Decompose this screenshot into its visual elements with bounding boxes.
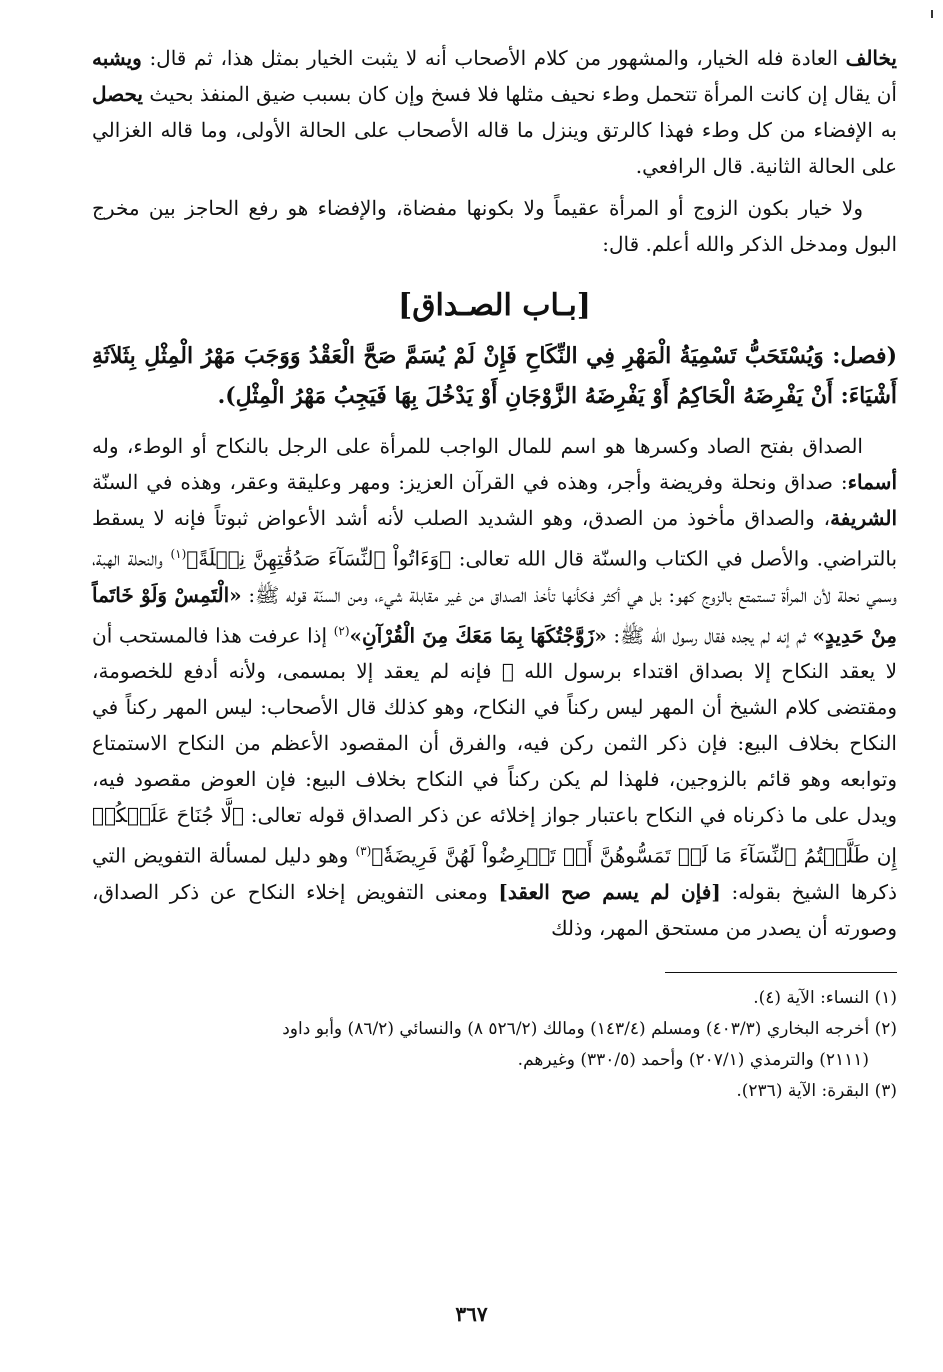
footnote-3: (٣) البقرة: الآية (٢٣٦). [736, 1080, 897, 1101]
footnote-2-line: (٢) أخرجه البخاري (٤٠٣/٣) ومسلم (١٤٣/٤) ومالك (٥٢٦/٢ ٨) والنسائي (٨٦/٢) وأبو داود [282, 1018, 897, 1039]
text-run: ، والصداق مأخوذ من الصدق، وهو الشديد الصلب لأنه أشد الأعواض ثبوتاً فإنه لا يسقط بالتراضي. والأصل في الكتاب والسنّة قال الله تعالى: [92, 506, 898, 571]
text-run: الصداق بفتح الصاد وكسرها هو اسم للمال الواجب للمرأة على الرجل بالنكاح أو الوطء، وله [92, 434, 863, 458]
bold-word: الشريفة [830, 506, 897, 530]
quran-quote: ﴿وَءَاتُواْ ٱلنِّسَآءَ صَدُقَٰتِهِنَّ نِحۡلَةً﴾ [186, 546, 452, 571]
text-run: العادة فله الخيار، والمشهور من كلام الأصحاب أنه لا يثبت الخيار بمثل هذا، ثم قال: [141, 46, 846, 70]
quran-quote: ﴿لَّا جُنَاحَ عَلَيۡكُمۡ إِن طَلَّقۡتُمُ ٱلنِّسَآءَ مَا لَمۡ تَمَسُّوهُنَّ أَوۡ تَفۡرِضُواْ لَهُنَّ فَرِيضَةٗ﴾ [92, 803, 897, 868]
footnote-1: (١) النساء: الآية (٤). [753, 987, 897, 1008]
hadith-quote: «زَوَّجْتُكَهَا بِمَا مَعَكَ مِنَ الْقُرْآنِ» [349, 623, 607, 648]
footnote-2-continuation: (٢١١١) والترمذي (٢٠٧/١) وأحمد (٣٣٠/٥) وغيرهم. [517, 1049, 869, 1070]
fasl-text: (فصل: وَيُسْتَحَبُّ تَسْمِيَةُ الْمَهْرِ فِي النِّكَاحِ فَإِنْ لَمْ يُسَمَّ صَحَّ الْعَقْدُ وَوَجَبَ مَهْرُ الْمِثْلِ بِثَلاَثَةِ أَشْيَاءَ: أَنْ يَفْرِضَهُ الْحَاكِمُ أَوْ يَفْرِضَهُ الزَّوْجَانِ أَوْ يَدْخُلَ بِهَا فَيَجِبُ مَهْرُ الْمِثْلِ). [92, 343, 897, 409]
footnote-ref: (٣) [355, 844, 372, 859]
page-number: ٣٦٧ [455, 1302, 488, 1326]
footnote-2 [92, 1014, 897, 1076]
main-paragraph [92, 428, 897, 946]
text-run: أن يقال إن كانت المرأة تتحمل وطء نحيف مثلها فلا فسخ وإن كان بسبب ضيق المنفذ بحيث [142, 82, 897, 106]
text-run: : صداق ونحلة وفريضة وأجر، وهذه في القرآن العزيز: ومهر وعليقة وعقر، وهذه في السنّة [92, 470, 848, 494]
corner-mark [931, 10, 933, 18]
bold-quote: [فإن لم يسم صح العقد] [498, 879, 721, 904]
text-run: وهو دليل لمسألة التفويض التي ذكرها الشيخ بقوله: [92, 843, 897, 904]
chapter-title: [بـاب الصـداق] [398, 288, 591, 323]
hadith-quote: «الْتَمِسْ وَلَوْ خَاتَماً مِنْ حَدِيدٍ» [92, 582, 897, 648]
text-run: ثم إنه لم يجده فقال رسول الله ﷺ: [606, 623, 813, 648]
footnote-separator [665, 972, 897, 973]
paragraph-1 [92, 40, 897, 184]
text-run: به الإفضاء من كل وطء فهذا كالرتق وينزل ما قاله الأصحاب على الحالة الأولى، وما قاله الغزالي على الحالة الثانية. قال الرافعي. [92, 118, 897, 178]
bold-word: يحصل [92, 82, 143, 106]
bold-word: يخالف [845, 46, 897, 70]
text-run: ومعنى التفويض إخلاء النكاح عن ذكر الصداق، وصورته أن يصدر من مستحق المهر، وذلك [92, 879, 897, 940]
paragraph-2: ولا خيار بكون الزوج أو المرأة عقيماً ولا بكونها مفضاة، والإفضاء هو رفع الحاجز بين مخرج البول ومدخل الذكر والله أعلم. قال: [92, 196, 897, 256]
text-run: إذا عرفت هذا فالمستحب أن لا يعقد النكاح إلا بصداق اقتداء برسول الله ﷺ فإنه لم يعقد إلا بمسمى، ولأنه أدفع للخصومة، ومقتضى كلام الشيخ أن المهر ليس ركناً في النكاح، وهو كذلك قال الأصحاب: ليس المهر ركناً في النكاح بخلاف البيع: فإن ذكر الثمن ركن فيه، والفرق أن المقصود الأعظم من النكاح الاستمتاع وتوابعه وهو قائم بالزوجين، فلهذا لم يكن ركناً في النكاح بخلاف البيع: فإن العوض مقصود فيه، ويدل على ما ذكرناه في النكاح باعتبار جواز إخلائه عن ذكر الصداق قوله تعالى: [92, 623, 898, 828]
footnote-ref: (٢) [333, 623, 350, 638]
text-run: والنحلة الهبة، وسمي نحلة لأن المرأة تستمتع بالزوج كهو: بل هي أكثر فكأنها تأخذ الصداق من غير مقابلة شيء، ومن السنّة قوله ﷺ: [92, 546, 898, 607]
bold-word: أسماء [847, 470, 897, 494]
bold-word: ويشبه [92, 46, 142, 70]
footnote-ref: (١) [170, 547, 187, 561]
